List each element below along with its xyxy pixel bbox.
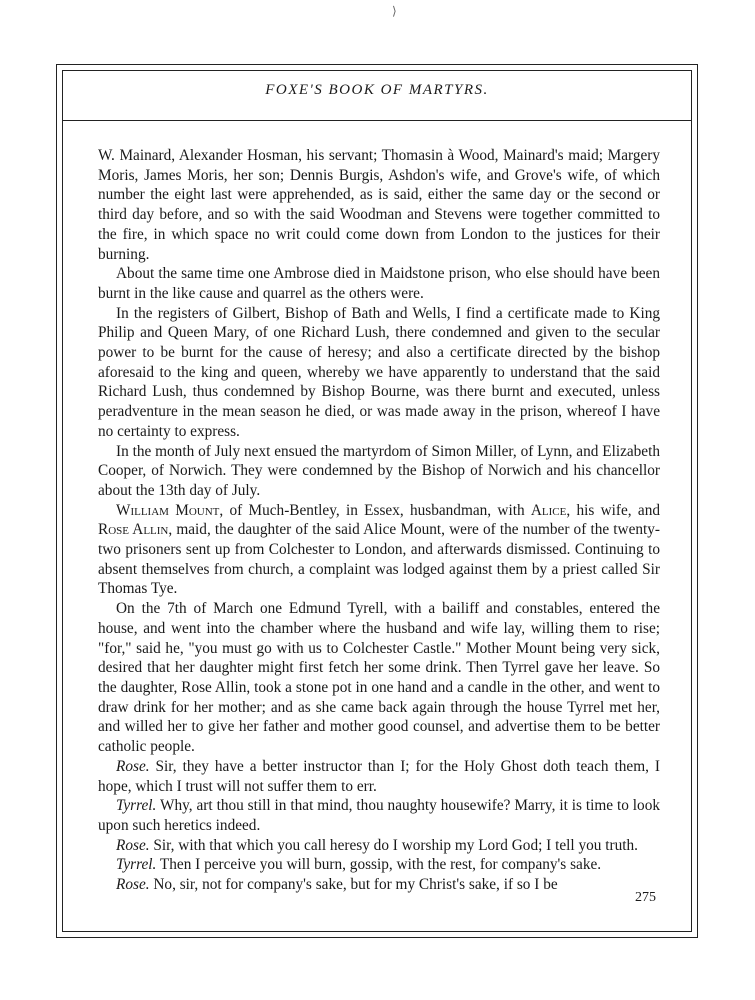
speaker: Rose. [116,876,150,894]
dialogue-line [98,875,660,895]
person-name: Alice [530,501,567,519]
paragraph: W. Mainard, Alexander Hosman, his servant; Thomasin à Wood, Mainard's maid; Margery Moris, James Moris, her son; Dennis Burgis, Ashdon's wife, and Grove's wife, of which number the eight last were apprehended, as is said, either the same day or the second or third day before, and so with the said Woodman and Stevens were together committed to the fire, in which space no writ could come down from London to the justices for their burning. [98,147,660,263]
paragraph: In the registers of Gilbert, Bishop of Bath and Wells, I find a certificate made to King Philip and Queen Mary, of one Richard Lush, there condemned and given to the secular power to be burnt for the cause of heresy; and also a certificate directed by the bishop aforesaid to the king and queen, whereby we have apparently to understand that the said Richard Lush, thus condemned by Bishop Bourne, was there burnt and executed, unless peradventure in the mean season he died, or was made away in the prison, whereof I have no certainty to express. [98,304,660,440]
speech: Why, art thou still in that mind, thou naughty housewife? Marry, it is time to look upon such heretics indeed. [98,797,660,834]
paragraph-text: , of Much-Bentley, in Essex, husbandman, with [219,501,531,519]
speaker: Rose. [116,836,150,854]
paragraph: On the 7th of March one Edmund Tyrell, with a bailiff and constables, entered the house, and went into the chamber where the husband and wife lay, willing them to rise; "for," said he, "you must go with us to Colchester Castle." Mother Mount being very sick, desired that her daughter might first fetch her some drink. Then Tyrrel gave her leave. So the daughter, Rose Allin, took a stone pot in one hand and a candle in the other, and went to draw drink for her mother; and as she came back again through the house Tyrrel met her, and willed her to give her father and mother good counsel, and advertise them to be better catholic people. [98,600,660,756]
dialogue-line [98,796,660,835]
paragraph-text: , maid, the daughter of the said Alice Mount, were of the number of the twenty-two prisoners sent up from Colchester to London, and afterwards dismissed. Continuing to absent themselves from church, a complaint was lodged against them by a priest called Sir Thomas Tye. [98,521,661,598]
speech: Then I perceive you will burn, gossip, with the rest, for company's sake. [156,856,602,874]
speaker: Tyrrel. [116,797,157,815]
header-rule [62,120,692,121]
speaker: Rose. [116,757,150,775]
speech: Sir, with that which you call heresy do I worship my Lord God; I tell you truth. [149,836,638,854]
paragraph: In the month of July next ensued the martyrdom of Simon Miller, of Lynn, and Elizabeth Cooper, of Norwich. They were condemned by the Bishop of Norwich and his chancellor about the 13th day of July. [98,442,660,499]
dialogue-line [98,757,660,796]
running-title: FOXE'S BOOK OF MARTYRS. [265,82,489,98]
speech: Sir, they have a better instructor than I; for the Holy Ghost doth teach them, I hope, which I trust will not suffer them to err. [98,757,660,795]
dialogue-line [98,836,660,856]
speaker: Tyrrel. [116,856,157,874]
page-number: 275 [635,890,656,905]
person-name: William Mount [116,501,220,519]
paragraph [98,501,660,600]
paragraph: About the same time one Ambrose died in Maidstone prison, who else should have been burnt in the like cause and quarrel as the others were. [98,265,660,302]
dialogue-line [98,855,660,875]
person-name: Rose Allin [98,521,169,539]
paragraph-text: , his wife, and [566,501,660,519]
body-text [98,146,660,895]
binding-mark: ⟩ [392,4,397,18]
speech: No, sir, not for company's sake, but for my Christ's sake, if so I be [149,876,558,894]
